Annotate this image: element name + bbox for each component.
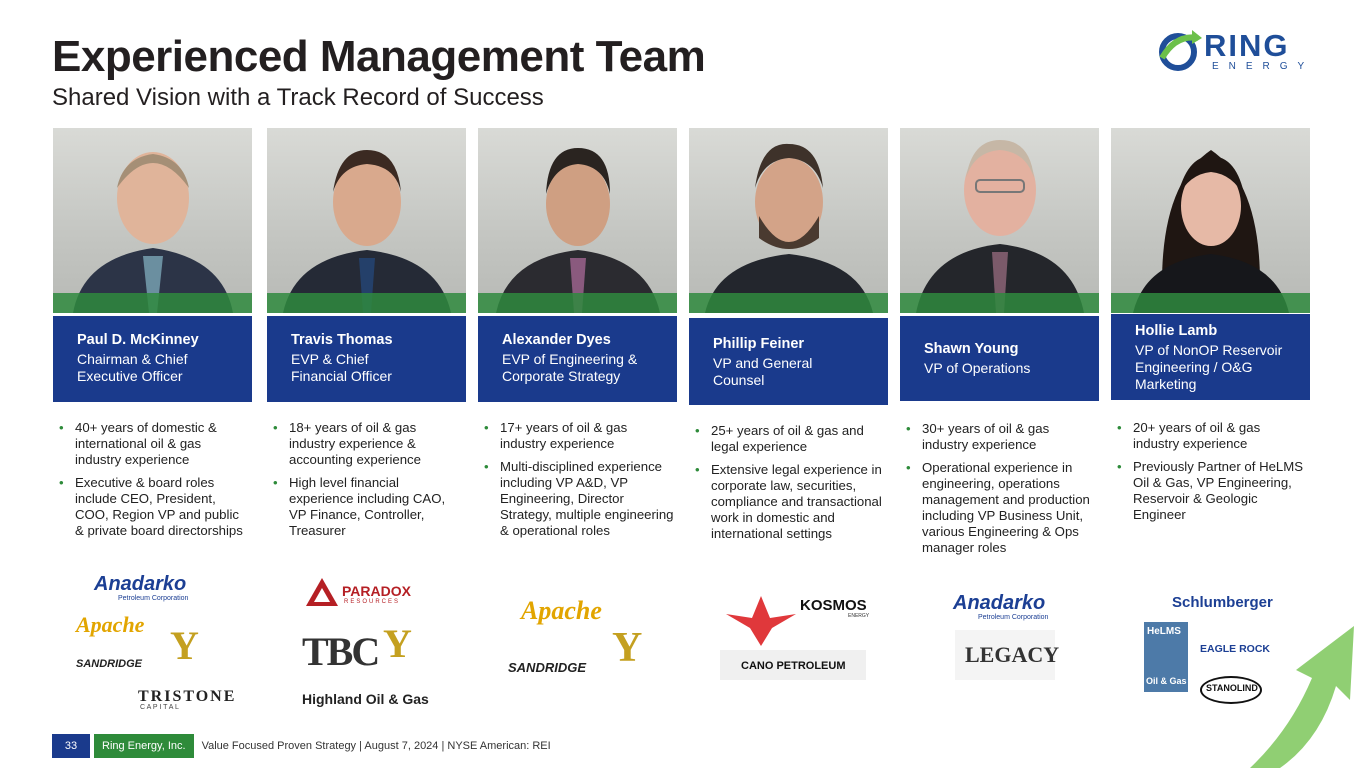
company-logo-helms: HeLMS Oil & Gas — [1144, 622, 1188, 692]
bullet-item: • Operational experience in engineering, operations management and production including VP Business Unit, various Engineering & Ops manager roles — [906, 460, 1096, 556]
member-name: Phillip Feiner — [713, 336, 805, 352]
company-logo-y: Y — [383, 621, 412, 666]
bullets-mckinney — [59, 420, 249, 546]
member-name: Paul D. McKinney — [77, 332, 199, 348]
page-subtitle: Shared Vision with a Track Record of Success — [52, 84, 544, 111]
phoenix-icon — [726, 596, 796, 646]
company-logo-cano: CANO PETROLEUM — [720, 650, 866, 680]
page-title: Experienced Management Team — [52, 32, 706, 81]
growth-arrow-icon — [1250, 620, 1365, 768]
namebox-lamb — [1111, 314, 1310, 400]
company-logo-sandridge: SANDRIDGE — [76, 658, 143, 670]
bullet-item: • 40+ years of domestic & international oil & gas industry experience — [59, 420, 249, 468]
member-role: EVP of Engineering & Corporate Strategy — [502, 351, 638, 384]
member-role: VP and General Counsel — [713, 355, 813, 388]
bullet-item: • 20+ years of oil & gas industry experience — [1117, 420, 1307, 452]
member-name: Hollie Lamb — [1135, 323, 1218, 339]
bullet-item: • Extensive legal experience in corporate law, securities, compliance and transactional work in domestic and international settings — [695, 462, 885, 542]
photo-feiner — [689, 128, 888, 313]
member-name: Alexander Dyes — [502, 332, 611, 348]
namebox-young — [900, 316, 1099, 401]
company-logo-highland: Highland Oil & Gas — [302, 691, 429, 707]
company-logo-sandridge: SANDRIDGE — [508, 660, 587, 675]
member-role: VP of NonOP Reservoir Engineering / O&G Marketing — [1135, 342, 1283, 392]
bullets-dyes — [484, 420, 674, 546]
bullet-item: • 25+ years of oil & gas and legal experience — [695, 423, 885, 455]
ring-logo-icon — [1156, 28, 1202, 74]
namebox-feiner — [689, 318, 888, 405]
footer-text: Value Focused Proven Strategy | August 7, 2024 | NYSE American: REI — [201, 740, 551, 752]
company-logo-stanolind: STANOLIND — [1200, 676, 1262, 704]
member-role: Chairman & Chief Executive Officer — [77, 351, 188, 384]
bullets-feiner — [695, 423, 885, 549]
company-logo-legacy: LEGACY — [955, 630, 1055, 680]
bullet-item: • 18+ years of oil & gas industry experience & accounting experience — [273, 420, 463, 468]
bullets-lamb — [1117, 420, 1307, 530]
bullet-item: • Multi-disciplined experience including VP A&D, VP Engineering, Director Strategy, multiple engineering & operational roles — [484, 459, 674, 539]
member-name: Travis Thomas — [291, 332, 393, 348]
company-logo-eagle-rock: EAGLE ROCK — [1200, 643, 1271, 655]
bullet-item: • Executive & board roles include CEO, President, COO, Region VP and public & private board directorships — [59, 475, 249, 539]
namebox-thomas — [267, 316, 466, 402]
bullet-item: • 30+ years of oil & gas industry experience — [906, 421, 1096, 453]
bullet-item: • High level financial experience including CAO, VP Finance, Controller, Treasurer — [273, 475, 463, 539]
company-logo-tbc: TBC — [302, 629, 379, 674]
footer — [52, 734, 551, 758]
company-logo-y: Y — [170, 623, 199, 668]
company-logo-apache: Apache — [521, 596, 602, 625]
bullets-young — [906, 421, 1096, 563]
member-name: Shawn Young — [924, 341, 1019, 357]
namebox-mckinney — [53, 316, 252, 402]
page-number: 33 — [52, 734, 90, 758]
member-role: VP of Operations — [924, 360, 1031, 376]
company-logo-y: Y — [612, 625, 643, 671]
footer-company: Ring Energy, Inc. — [94, 734, 194, 758]
logo-ring-text: RING — [1204, 28, 1290, 63]
bullets-thomas — [273, 420, 463, 546]
company-logo-schlumberger: Schlumberger — [1172, 594, 1273, 611]
bullet-item: • Previously Partner of HeLMS Oil & Gas, VP Engineering, Reservoir & Geologic Engineer — [1117, 459, 1307, 523]
company-logo-apache: Apache — [76, 612, 145, 637]
photo-lamb — [1111, 128, 1310, 313]
namebox-dyes — [478, 316, 677, 402]
logo-energy-text: ENERGY — [1212, 61, 1315, 72]
ring-energy-logo — [1156, 28, 1316, 76]
photo-mckinney — [53, 128, 252, 313]
photo-dyes — [478, 128, 677, 313]
bullet-item: • 17+ years of oil & gas industry experience — [484, 420, 674, 452]
photo-young — [900, 128, 1099, 313]
photo-thomas — [267, 128, 466, 313]
member-role: EVP & Chief Financial Officer — [291, 351, 392, 384]
